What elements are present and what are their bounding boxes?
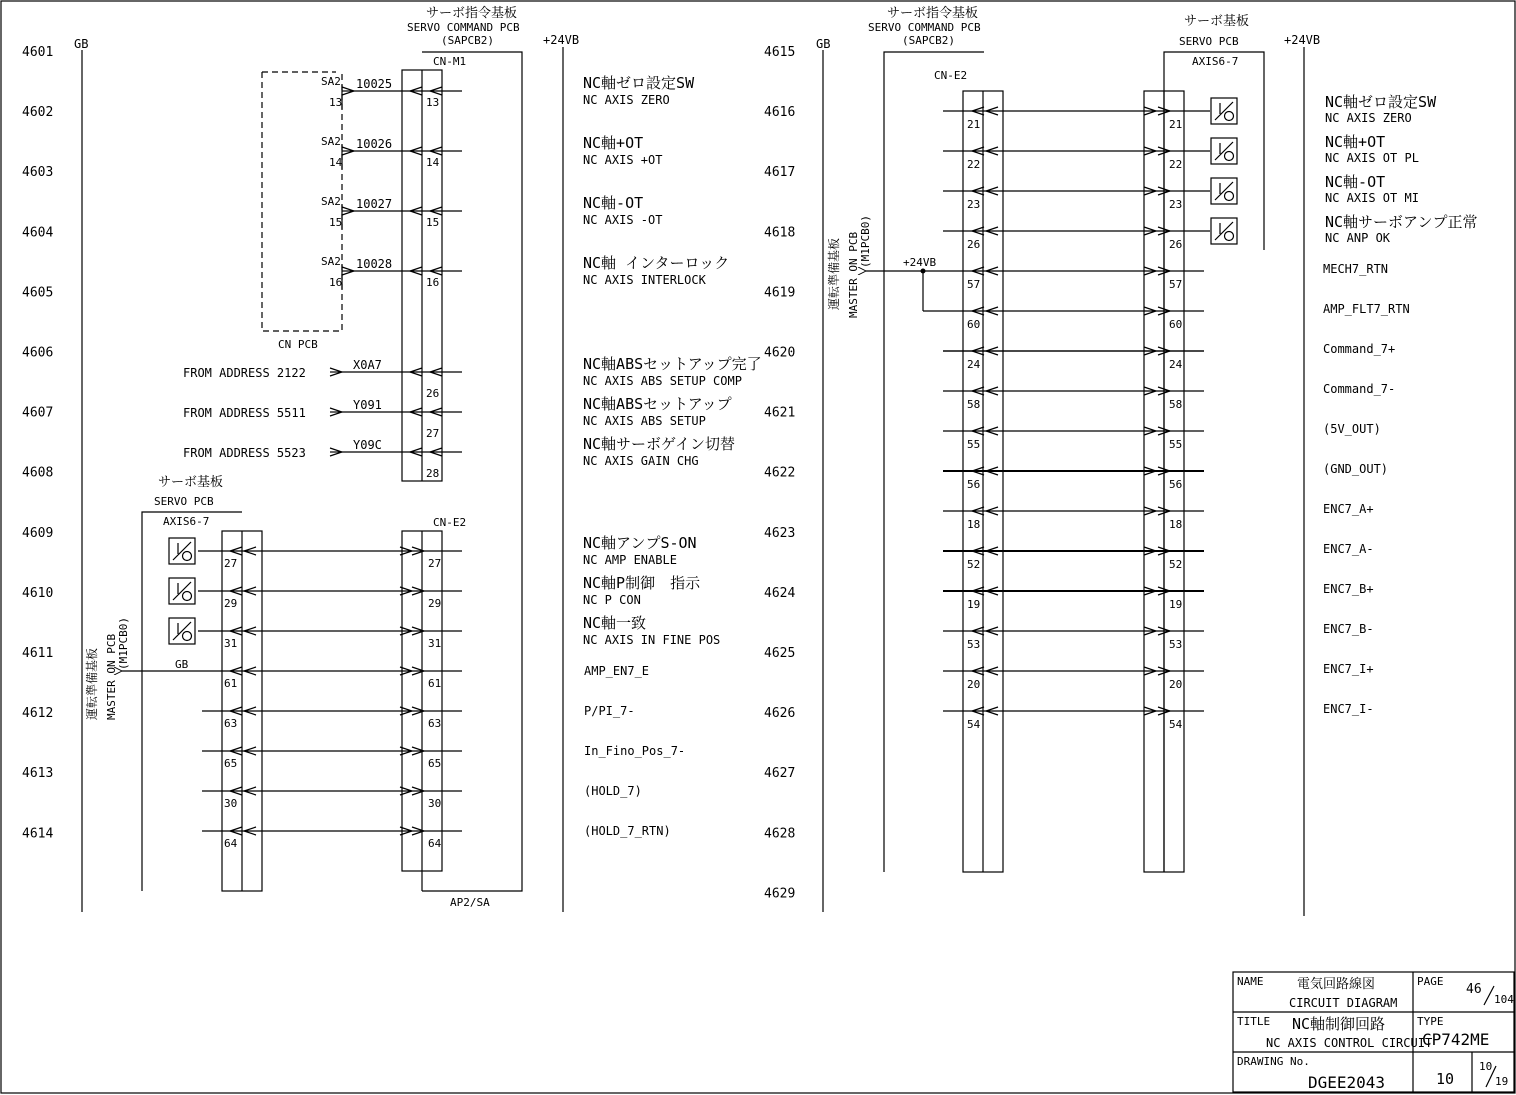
line-number: 4604 bbox=[22, 225, 54, 241]
signal-label-jp: NC軸ゼロ設定SW bbox=[583, 74, 695, 92]
line-number: 4613 bbox=[22, 766, 54, 782]
wire-number: 10025 bbox=[356, 77, 393, 91]
title-block-sheet: 10 bbox=[1436, 1070, 1455, 1088]
cn-e2-pin: 63 bbox=[428, 717, 442, 730]
io-symbol bbox=[169, 578, 195, 604]
signal-label-en: NC AXIS ABS SETUP COMP bbox=[583, 374, 742, 388]
signal-label-jp: NC軸+OT bbox=[1325, 133, 1386, 151]
cn-e2-pin: 60 bbox=[967, 318, 981, 331]
cn-pcb-pin-no: 13 bbox=[329, 96, 343, 109]
left-connector-cn-m1: CN-M1 bbox=[433, 55, 467, 68]
signal-label-en: ENC7_B+ bbox=[1323, 582, 1374, 596]
servo-pin: 30 bbox=[224, 797, 238, 810]
left-line-numbers bbox=[22, 45, 53, 841]
title-block bbox=[1233, 972, 1514, 1092]
signal-label-en: (GND_OUT) bbox=[1323, 462, 1389, 476]
signal-label-en: NC AXIS INTERLOCK bbox=[583, 273, 706, 287]
title-block-page-label: PAGE bbox=[1417, 975, 1444, 988]
servo-pin: 26 bbox=[1169, 238, 1183, 251]
io-slash bbox=[1215, 142, 1233, 160]
left-master-code: (M1PCB0) bbox=[117, 617, 130, 670]
cn-m1-pin: 27 bbox=[426, 427, 440, 440]
right-line-numbers bbox=[764, 45, 795, 901]
servo-pin: 20 bbox=[1169, 678, 1183, 691]
signal-label-en: (HOLD_7) bbox=[584, 784, 642, 798]
cn-e2-pin: 53 bbox=[967, 638, 981, 651]
right-connector-cn-e2: CN-E2 bbox=[934, 69, 968, 82]
title-block-type-label: TYPE bbox=[1417, 1015, 1444, 1028]
cn-e2-pin: 18 bbox=[967, 518, 981, 531]
io-o bbox=[183, 552, 192, 561]
line-number: 4619 bbox=[764, 285, 796, 301]
servo-pin: 56 bbox=[1169, 478, 1183, 491]
cn-e2-pin: 26 bbox=[967, 238, 981, 251]
left-cn-pcb-label: CN PCB bbox=[278, 338, 318, 351]
cn-pcb-pin-no: 15 bbox=[329, 216, 343, 229]
line-number: 4614 bbox=[22, 826, 54, 842]
io-slash bbox=[173, 622, 191, 640]
io-symbol bbox=[169, 538, 195, 564]
line-number: 4629 bbox=[764, 886, 796, 902]
io-o bbox=[183, 632, 192, 641]
signal-label-en: ENC7_A- bbox=[1323, 542, 1374, 556]
left-24vb-label: +24VB bbox=[543, 33, 580, 47]
signal-label-en: NC AXIS GAIN CHG bbox=[583, 454, 699, 468]
signal-label-jp: NC軸ABSセットアップ完了 bbox=[583, 355, 762, 373]
signal-label-jp: NC軸-OT bbox=[1325, 173, 1386, 191]
signal-label-jp: NC軸ゼロ設定SW bbox=[1325, 93, 1437, 111]
cn-pcb-pin-code: SA2 bbox=[321, 75, 341, 88]
wire-number: 10028 bbox=[356, 257, 393, 271]
cn-e2-pin: 57 bbox=[967, 278, 981, 291]
servo-pin: 24 bbox=[1169, 358, 1183, 371]
wire-number: 10027 bbox=[356, 197, 393, 211]
line-number: 4628 bbox=[764, 826, 796, 842]
cn-pcb-pin-no: 14 bbox=[329, 156, 343, 169]
line-number: 4606 bbox=[22, 345, 54, 361]
address-code: Y09C bbox=[353, 438, 382, 452]
io-symbol bbox=[1211, 138, 1237, 164]
from-address: FROM ADDRESS 2122 bbox=[183, 366, 306, 380]
cn-m1-pin: 16 bbox=[426, 276, 440, 289]
signal-label-en: NC AXIS ZERO bbox=[583, 93, 670, 107]
line-number: 4626 bbox=[764, 706, 796, 722]
servo-pin: 21 bbox=[1169, 118, 1183, 131]
servo-pin: 55 bbox=[1169, 438, 1183, 451]
signal-label-jp: NC軸P制御 指示 bbox=[583, 574, 701, 592]
signal-label-en: (HOLD_7_RTN) bbox=[584, 824, 671, 838]
signal-label-en: NC ANP OK bbox=[1325, 231, 1391, 245]
line-number: 4616 bbox=[764, 105, 796, 121]
line-number: 4609 bbox=[22, 525, 54, 541]
line-number: 4607 bbox=[22, 405, 54, 421]
right-master-code: (M1PCB0) bbox=[859, 215, 872, 268]
signal-label-en: NC AMP ENABLE bbox=[583, 553, 677, 567]
from-address: FROM ADDRESS 5511 bbox=[183, 406, 306, 420]
cn-e2-pin: 55 bbox=[967, 438, 981, 451]
cn-e2-pin: 29 bbox=[428, 597, 442, 610]
servo-pin: 60 bbox=[1169, 318, 1183, 331]
cn-e2-pin: 54 bbox=[967, 718, 981, 731]
signal-label-en: (5V_OUT) bbox=[1323, 422, 1381, 436]
right-master-jp: 運転準備基板 bbox=[827, 237, 841, 310]
line-number: 4625 bbox=[764, 646, 796, 661]
servo-pin: 29 bbox=[224, 597, 238, 610]
line-number: 4623 bbox=[764, 525, 796, 541]
servo-pin: 65 bbox=[224, 757, 238, 770]
signal-label-en: NC AXIS IN FINE POS bbox=[583, 633, 721, 647]
cn-pcb-pin-code: SA2 bbox=[321, 255, 341, 268]
cn-pcb-pin-no: 16 bbox=[329, 276, 343, 289]
io-symbol bbox=[1211, 218, 1237, 244]
title-block-title-en: NC AXIS CONTROL CIRCUIT bbox=[1266, 1036, 1433, 1050]
line-number: 4610 bbox=[22, 585, 54, 601]
signal-label-jp: NC軸-OT bbox=[583, 194, 644, 212]
signal-label-en: P/PI_7- bbox=[584, 704, 635, 718]
signal-label-en: ENC7_I- bbox=[1323, 702, 1374, 716]
servo-pin: 31 bbox=[224, 637, 238, 650]
line-number: 4608 bbox=[22, 465, 54, 481]
io-o bbox=[1225, 152, 1234, 161]
line-number: 4621 bbox=[764, 405, 796, 421]
left-connector-cn-e2: CN-E2 bbox=[433, 516, 467, 529]
title-block-page-total: 104 bbox=[1494, 993, 1514, 1006]
line-number: 4615 bbox=[764, 45, 796, 60]
right-command-pcb-en: SERVO COMMAND PCB bbox=[868, 21, 981, 34]
right-command-pcb-box bbox=[884, 52, 984, 872]
io-symbol bbox=[1211, 178, 1237, 204]
signal-label-en: In_Fino_Pos_7- bbox=[584, 744, 686, 758]
io-o bbox=[183, 592, 192, 601]
io-o bbox=[1225, 232, 1234, 241]
line-number: 4617 bbox=[764, 165, 796, 181]
drawing-border bbox=[1, 1, 1515, 1093]
right-servo-pcb-axis: AXIS6-7 bbox=[1192, 55, 1239, 68]
servo-pin: 64 bbox=[224, 837, 238, 850]
title-block-name-en: CIRCUIT DIAGRAM bbox=[1289, 996, 1398, 1010]
cn-e2-pin: 61 bbox=[428, 677, 442, 690]
servo-pin: 63 bbox=[224, 717, 238, 730]
servo-pin: 52 bbox=[1169, 558, 1183, 571]
title-block-drawing-no: DGEE2043 bbox=[1308, 1073, 1386, 1092]
address-code: Y091 bbox=[353, 398, 382, 412]
cn-m1-pin: 13 bbox=[426, 96, 440, 109]
signal-label-jp: NC軸 インターロック bbox=[583, 254, 730, 272]
left-address-rows bbox=[183, 358, 462, 480]
cn-m1-pin: 26 bbox=[426, 387, 440, 400]
servo-pin: 27 bbox=[224, 557, 238, 570]
signal-label-jp: NC軸一致 bbox=[583, 614, 647, 632]
cn-e2-pin: 22 bbox=[967, 158, 981, 171]
servo-pin: 57 bbox=[1169, 278, 1183, 291]
io-slash bbox=[173, 542, 191, 560]
line-number: 4603 bbox=[22, 165, 54, 181]
right-servo-pcb-jp: サーボ基板 bbox=[1184, 14, 1250, 29]
signal-label-en: Command_7+ bbox=[1323, 342, 1396, 356]
line-number: 4620 bbox=[764, 345, 796, 361]
io-slash bbox=[173, 582, 191, 600]
servo-pin: 53 bbox=[1169, 638, 1183, 651]
io-slash bbox=[1215, 182, 1233, 200]
left-command-pcb-jp: サーボ指令基板 bbox=[426, 6, 518, 21]
left-master-en: MASTER ON PCB bbox=[105, 633, 118, 720]
title-block-drawing-label: DRAWING No. bbox=[1237, 1055, 1310, 1068]
right-half bbox=[764, 5, 1477, 916]
line-number: 4612 bbox=[22, 706, 54, 722]
left-master-jp: 運転準備基板 bbox=[85, 647, 99, 720]
address-code: X0A7 bbox=[353, 358, 382, 372]
line-number: 4624 bbox=[764, 585, 796, 601]
right-master-en: MASTER ON PCB bbox=[847, 231, 860, 318]
cn-m1-pin: 15 bbox=[426, 216, 440, 229]
cn-e2-pin: 64 bbox=[428, 837, 442, 850]
left-servo-pcb-en: SERVO PCB bbox=[154, 495, 214, 508]
left-signal-labels bbox=[583, 74, 762, 838]
io-o bbox=[1225, 192, 1234, 201]
left-command-pcb-code: (SAPCB2) bbox=[441, 34, 494, 47]
cn-e2-pin: 31 bbox=[428, 637, 442, 650]
signal-label-jp: NC軸サーボアンプ正常 bbox=[1325, 213, 1478, 231]
line-number: 4627 bbox=[764, 766, 796, 782]
cn-e2-pin: 30 bbox=[428, 797, 442, 810]
cn-e2-pin: 52 bbox=[967, 558, 981, 571]
cn-e2-pin: 19 bbox=[967, 598, 981, 611]
signal-label-en: Command_7- bbox=[1323, 382, 1396, 396]
io-symbol bbox=[169, 618, 195, 644]
cn-pcb-pin-code: SA2 bbox=[321, 195, 341, 208]
right-servo-pcb-box bbox=[1164, 52, 1264, 872]
signal-label-en: NC AXIS OT PL bbox=[1325, 151, 1419, 165]
servo-pin: 22 bbox=[1169, 158, 1183, 171]
right-master-24vb: +24VB bbox=[903, 256, 937, 269]
servo-pin: 58 bbox=[1169, 398, 1183, 411]
signal-label-en: MECH7_RTN bbox=[1323, 262, 1389, 276]
io-symbol bbox=[1211, 98, 1237, 124]
right-gb-label: GB bbox=[816, 37, 831, 51]
line-number: 4602 bbox=[22, 105, 54, 121]
right-signal-labels bbox=[1323, 93, 1477, 716]
servo-pin: 19 bbox=[1169, 598, 1183, 611]
signal-label-jp: NC軸サーボゲイン切替 bbox=[583, 435, 736, 453]
signal-label-en: NC AXIS ZERO bbox=[1325, 111, 1412, 125]
signal-label-jp: NC軸+OT bbox=[583, 134, 644, 152]
left-cn-e2-rows bbox=[122, 538, 462, 850]
left-servo-pcb-jp: サーボ基板 bbox=[158, 475, 224, 490]
signal-label-en: NC AXIS OT MI bbox=[1325, 191, 1419, 205]
servo-pin: 18 bbox=[1169, 518, 1183, 531]
signal-label-en: NC AXIS ABS SETUP bbox=[583, 414, 706, 428]
left-bottom-label: AP2/SA bbox=[450, 896, 490, 909]
cn-e2-pin: 23 bbox=[967, 198, 981, 211]
line-number: 4605 bbox=[22, 285, 54, 301]
title-block-title-label: TITLE bbox=[1237, 1015, 1271, 1028]
signal-label-en: NC AXIS -OT bbox=[583, 213, 663, 227]
title-block-name-label: NAME bbox=[1237, 975, 1264, 988]
title-block-title-jp: NC軸制御回路 bbox=[1292, 1015, 1386, 1033]
wire-number: 10026 bbox=[356, 137, 393, 151]
title-block-page-num: 46 bbox=[1466, 982, 1482, 997]
left-servo-pcb-axis: AXIS6-7 bbox=[163, 515, 210, 528]
left-command-pcb-en: SERVO COMMAND PCB bbox=[407, 21, 520, 34]
line-number: 4622 bbox=[764, 465, 796, 481]
cn-e2-pin: 58 bbox=[967, 398, 981, 411]
servo-pin: 54 bbox=[1169, 718, 1183, 731]
signal-label-en: ENC7_A+ bbox=[1323, 502, 1374, 516]
cn-e2-pin: 24 bbox=[967, 358, 981, 371]
cn-m1-pin: 14 bbox=[426, 156, 440, 169]
io-slash bbox=[1215, 102, 1233, 120]
signal-label-jp: NC軸アンプS-ON bbox=[583, 534, 697, 552]
signal-label-en: NC P CON bbox=[583, 593, 641, 607]
title-block-name-jp: 電気回路線図 bbox=[1297, 977, 1376, 992]
right-servo-pcb-en: SERVO PCB bbox=[1179, 35, 1239, 48]
cn-e2-pin: 27 bbox=[428, 557, 442, 570]
right-command-pcb-jp: サーボ指令基板 bbox=[887, 6, 979, 21]
from-address: FROM ADDRESS 5523 bbox=[183, 446, 306, 460]
title-block-sheet-num: 10 bbox=[1479, 1060, 1493, 1073]
right-command-pcb-code: (SAPCB2) bbox=[902, 34, 955, 47]
right-connector-rows bbox=[923, 98, 1237, 731]
signal-label-en: ENC7_I+ bbox=[1323, 662, 1374, 676]
io-slash bbox=[1215, 222, 1233, 240]
title-block-sheet-total: 19 bbox=[1495, 1075, 1509, 1088]
line-number: 4618 bbox=[764, 225, 796, 241]
left-gb-label: GB bbox=[74, 37, 89, 51]
servo-pin: 61 bbox=[224, 677, 238, 690]
signal-label-en: AMP_EN7_E bbox=[584, 664, 650, 678]
left-half bbox=[22, 5, 762, 912]
cn-pcb-pin-code: SA2 bbox=[321, 135, 341, 148]
line-number: 4611 bbox=[22, 646, 54, 661]
cn-m1-pin: 28 bbox=[426, 467, 440, 480]
servo-pin: 23 bbox=[1169, 198, 1183, 211]
cn-e2-pin: 20 bbox=[967, 678, 981, 691]
signal-label-en: ENC7_B- bbox=[1323, 622, 1374, 636]
signal-label-jp: NC軸ABSセットアップ bbox=[583, 395, 732, 413]
io-o bbox=[1225, 112, 1234, 121]
cn-e2-pin: 21 bbox=[967, 118, 981, 131]
left-master-gb: GB bbox=[175, 658, 189, 671]
title-block-type-value: CP742ME bbox=[1422, 1030, 1490, 1049]
line-number: 4601 bbox=[22, 45, 54, 60]
signal-label-en: AMP_FLT7_RTN bbox=[1323, 302, 1410, 316]
cn-e2-pin: 65 bbox=[428, 757, 442, 770]
right-24vb-label: +24VB bbox=[1284, 33, 1321, 47]
signal-label-en: NC AXIS +OT bbox=[583, 153, 663, 167]
cn-e2-pin: 56 bbox=[967, 478, 981, 491]
